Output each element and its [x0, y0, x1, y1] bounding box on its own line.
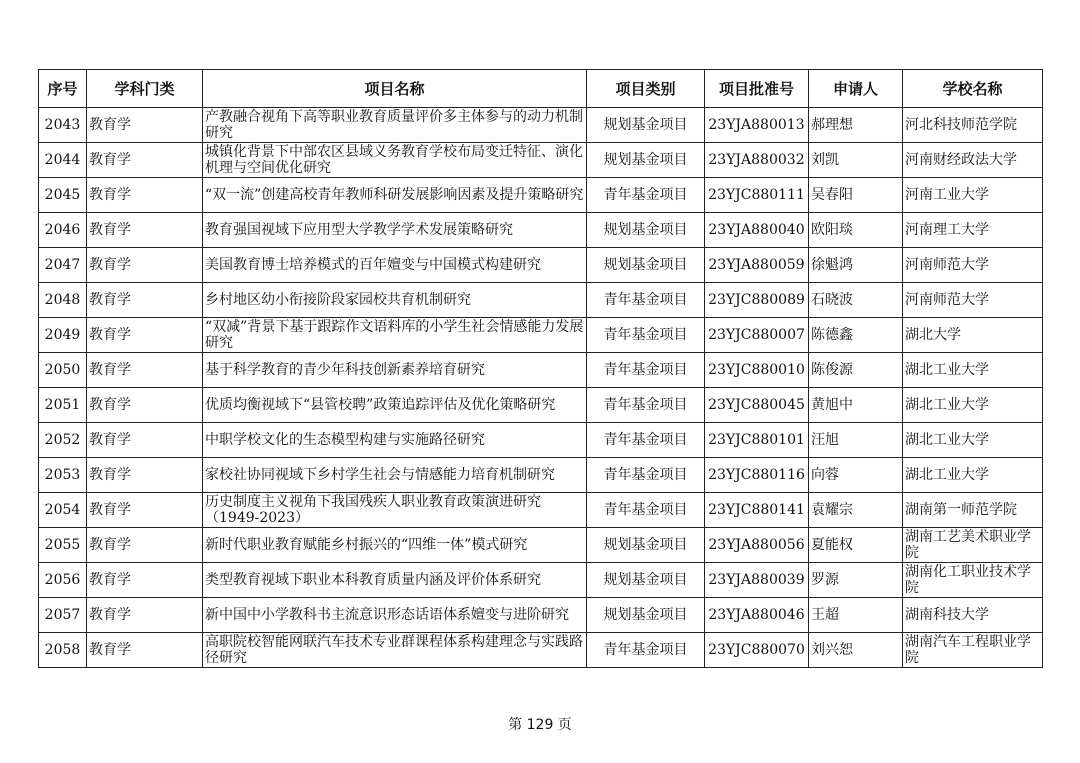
header-school: 学校名称: [903, 70, 1043, 108]
table-row: [39, 423, 1043, 458]
table-row: [39, 493, 1043, 528]
cell-title: 新时代职业教育赋能乡村振兴的“四维一体”模式研究: [203, 528, 587, 563]
table-row: [39, 353, 1043, 388]
cell-code: 23YJA880046: [705, 598, 809, 633]
table-row: [39, 248, 1043, 283]
cell-no: 2057: [39, 598, 87, 633]
cell-no: 2050: [39, 353, 87, 388]
cell-code: 23YJC880101: [705, 423, 809, 458]
cell-category: 青年基金项目: [587, 633, 705, 668]
cell-no: 2052: [39, 423, 87, 458]
cell-category: 规划基金项目: [587, 528, 705, 563]
cell-discipline: 教育学: [87, 528, 203, 563]
cell-code: 23YJA880040: [705, 213, 809, 248]
cell-code: 23YJA880059: [705, 248, 809, 283]
cell-code: 23YJC880089: [705, 283, 809, 318]
cell-category: 规划基金项目: [587, 213, 705, 248]
cell-school: 湖南化工职业技术学院: [903, 563, 1043, 598]
cell-applicant: 徐魁鸿: [809, 248, 903, 283]
cell-no: 2044: [39, 143, 87, 178]
cell-school: 河北科技师范学院: [903, 108, 1043, 143]
cell-code: 23YJC880070: [705, 633, 809, 668]
cell-category: 青年基金项目: [587, 318, 705, 353]
cell-category: 青年基金项目: [587, 493, 705, 528]
cell-applicant: 汪旭: [809, 423, 903, 458]
table-row: [39, 178, 1043, 213]
cell-discipline: 教育学: [87, 248, 203, 283]
cell-discipline: 教育学: [87, 143, 203, 178]
cell-code: 23YJA880056: [705, 528, 809, 563]
table-row: [39, 318, 1043, 353]
cell-applicant: 罗源: [809, 563, 903, 598]
cell-applicant: 吴春阳: [809, 178, 903, 213]
cell-title: 城镇化背景下中部农区县域义务教育学校布局变迁特征、演化机理与空间优化研究: [203, 143, 587, 178]
page-number: 第 129 页: [508, 717, 572, 733]
cell-title: 家校社协同视域下乡村学生社会与情感能力培育机制研究: [203, 458, 587, 493]
cell-discipline: 教育学: [87, 108, 203, 143]
cell-school: 湖北大学: [903, 318, 1043, 353]
cell-school: 湖南第一师范学院: [903, 493, 1043, 528]
cell-no: 2056: [39, 563, 87, 598]
cell-title: “双一流”创建高校青年教师科研发展影响因素及提升策略研究: [203, 178, 587, 213]
cell-code: 23YJC880010: [705, 353, 809, 388]
cell-discipline: 教育学: [87, 353, 203, 388]
cell-code: 23YJC880111: [705, 178, 809, 213]
table-row: [39, 458, 1043, 493]
cell-category: 青年基金项目: [587, 388, 705, 423]
cell-applicant: 陈德鑫: [809, 318, 903, 353]
cell-school: 河南理工大学: [903, 213, 1043, 248]
cell-no: 2047: [39, 248, 87, 283]
header-category: 项目类别: [587, 70, 705, 108]
cell-code: 23YJA880039: [705, 563, 809, 598]
table-row: [39, 213, 1043, 248]
cell-title: 高职院校智能网联汽车技术专业群课程体系构建理念与实践路径研究: [203, 633, 587, 668]
table-header-row: [39, 70, 1043, 108]
cell-title: 历史制度主义视角下我国残疾人职业教育政策演进研究（1949-2023）: [203, 493, 587, 528]
table-row: [39, 283, 1043, 318]
cell-category: 规划基金项目: [587, 598, 705, 633]
cell-no: 2058: [39, 633, 87, 668]
cell-school: 河南师范大学: [903, 248, 1043, 283]
cell-applicant: 刘兴恕: [809, 633, 903, 668]
cell-applicant: 郝理想: [809, 108, 903, 143]
table-row: [39, 598, 1043, 633]
cell-discipline: 教育学: [87, 598, 203, 633]
cell-school: 湖南科技大学: [903, 598, 1043, 633]
cell-title: 优质均衡视域下“县管校聘”政策追踪评估及优化策略研究: [203, 388, 587, 423]
cell-discipline: 教育学: [87, 458, 203, 493]
cell-applicant: 向蓉: [809, 458, 903, 493]
cell-school: 河南工业大学: [903, 178, 1043, 213]
cell-school: 湖南汽车工程职业学院: [903, 633, 1043, 668]
cell-title: 中职学校文化的生态模型构建与实施路径研究: [203, 423, 587, 458]
cell-discipline: 教育学: [87, 423, 203, 458]
cell-applicant: 黄旭中: [809, 388, 903, 423]
cell-title: 类型教育视域下职业本科教育质量内涵及评价体系研究: [203, 563, 587, 598]
cell-code: 23YJC880045: [705, 388, 809, 423]
table-row: [39, 108, 1043, 143]
header-discipline: 学科门类: [87, 70, 203, 108]
cell-applicant: 刘凯: [809, 143, 903, 178]
header-no: 序号: [39, 70, 87, 108]
cell-discipline: 教育学: [87, 318, 203, 353]
cell-applicant: 袁耀宗: [809, 493, 903, 528]
cell-title: “双减”背景下基于跟踪作文语料库的小学生社会情感能力发展研究: [203, 318, 587, 353]
table-row: [39, 528, 1043, 563]
cell-no: 2049: [39, 318, 87, 353]
cell-school: 河南师范大学: [903, 283, 1043, 318]
cell-applicant: 夏能权: [809, 528, 903, 563]
cell-school: 湖北工业大学: [903, 423, 1043, 458]
table-row: [39, 563, 1043, 598]
cell-code: 23YJA880032: [705, 143, 809, 178]
cell-category: 青年基金项目: [587, 423, 705, 458]
cell-no: 2054: [39, 493, 87, 528]
cell-no: 2048: [39, 283, 87, 318]
cell-category: 青年基金项目: [587, 353, 705, 388]
cell-title: 乡村地区幼小衔接阶段家园校共育机制研究: [203, 283, 587, 318]
cell-discipline: 教育学: [87, 633, 203, 668]
cell-discipline: 教育学: [87, 178, 203, 213]
cell-no: 2055: [39, 528, 87, 563]
table-row: [39, 633, 1043, 668]
cell-title: 美国教育博士培养模式的百年嬗变与中国模式构建研究: [203, 248, 587, 283]
cell-no: 2043: [39, 108, 87, 143]
cell-code: 23YJC880007: [705, 318, 809, 353]
header-code: 项目批准号: [705, 70, 809, 108]
cell-applicant: 王超: [809, 598, 903, 633]
cell-discipline: 教育学: [87, 563, 203, 598]
cell-no: 2051: [39, 388, 87, 423]
cell-school: 湖北工业大学: [903, 388, 1043, 423]
cell-category: 规划基金项目: [587, 143, 705, 178]
cell-discipline: 教育学: [87, 213, 203, 248]
cell-title: 新中国中小学教科书主流意识形态话语体系嬗变与进阶研究: [203, 598, 587, 633]
cell-applicant: 石晓波: [809, 283, 903, 318]
cell-school: 湖北工业大学: [903, 458, 1043, 493]
cell-school: 河南财经政法大学: [903, 143, 1043, 178]
table-row: [39, 388, 1043, 423]
cell-category: 规划基金项目: [587, 108, 705, 143]
cell-no: 2053: [39, 458, 87, 493]
cell-discipline: 教育学: [87, 283, 203, 318]
cell-category: 规划基金项目: [587, 563, 705, 598]
cell-no: 2045: [39, 178, 87, 213]
cell-code: 23YJC880116: [705, 458, 809, 493]
cell-discipline: 教育学: [87, 493, 203, 528]
cell-title: 基于科学教育的青少年科技创新素养培育研究: [203, 353, 587, 388]
cell-title: 产教融合视角下高等职业教育质量评价多主体参与的动力机制研究: [203, 108, 587, 143]
cell-title: 教育强国视域下应用型大学教学学术发展策略研究: [203, 213, 587, 248]
cell-no: 2046: [39, 213, 87, 248]
header-applicant: 申请人: [809, 70, 903, 108]
cell-category: 规划基金项目: [587, 248, 705, 283]
cell-category: 青年基金项目: [587, 283, 705, 318]
cell-school: 湖南工艺美术职业学院: [903, 528, 1043, 563]
cell-category: 青年基金项目: [587, 458, 705, 493]
cell-category: 青年基金项目: [587, 178, 705, 213]
cell-code: 23YJA880013: [705, 108, 809, 143]
cell-code: 23YJC880141: [705, 493, 809, 528]
cell-discipline: 教育学: [87, 388, 203, 423]
cell-school: 湖北工业大学: [903, 353, 1043, 388]
header-title: 项目名称: [203, 70, 587, 108]
cell-applicant: 欧阳琰: [809, 213, 903, 248]
cell-applicant: 陈俊源: [809, 353, 903, 388]
table-row: [39, 143, 1043, 178]
project-table: [38, 69, 1043, 668]
